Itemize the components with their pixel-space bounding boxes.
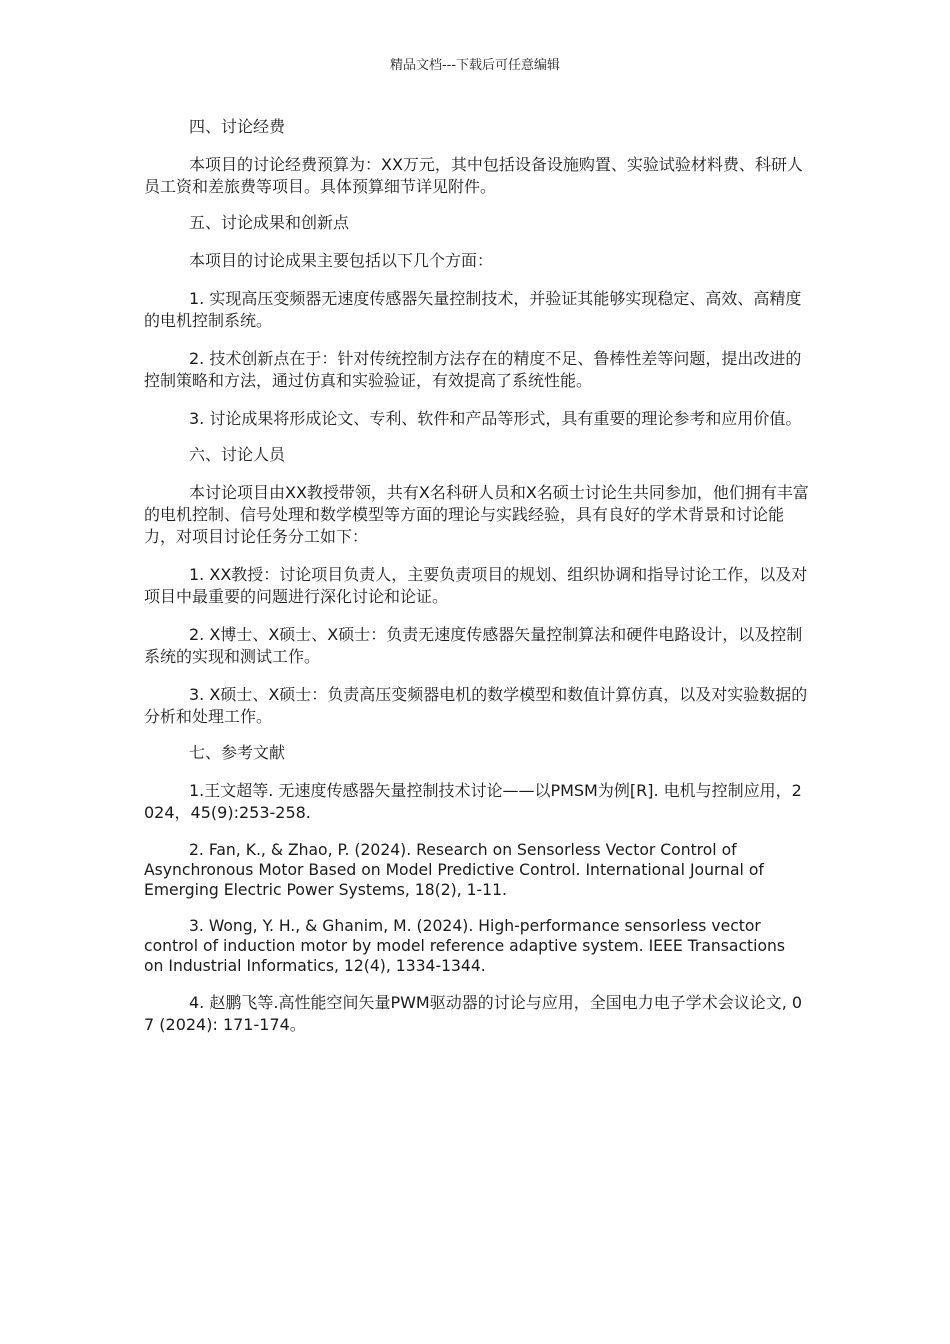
reference-item: 1.王文超等. 无速度传感器矢量控制技术讨论——以PMSM为例[R]. 电机与控制应用，2024，45(9):253-258. — [144, 781, 802, 822]
personnel-item: 2. X博士、X硕士、X硕士：负责无速度传感器矢量控制算法和硬件电路设计，以及控制系统的实现和测试工作。 — [144, 625, 803, 666]
section-heading-references: 七、参考文献 — [189, 743, 286, 762]
document-body — [144, 116, 809, 1036]
section-heading-personnel: 六、讨论人员 — [189, 445, 286, 464]
results-item: 2. 技术创新点在于：针对传统控制方法存在的精度不足、鲁棒性差等问题，提出改进的控制策略和方法，通过仿真和实验验证，有效提高了系统性能。 — [144, 349, 802, 390]
reference-item: 4. 赵鹏飞等.高性能空间矢量PWM驱动器的讨论与应用，全国电力电子学术会议论文, 07 (2024): 171-174。 — [144, 993, 803, 1034]
section-heading-funding: 四、讨论经费 — [189, 117, 286, 136]
page-header: 精品文档---下载后可任意编辑 — [389, 58, 561, 73]
funding-paragraph: 本项目的讨论经费预算为：XX万元，其中包括设备设施购置、实验试验材料费、科研人员工资和差旅费等项目。具体预算细节详见附件。 — [144, 155, 803, 196]
results-item: 1. 实现高压变频器无速度传感器矢量控制技术，并验证其能够实现稳定、高效、高精度的电机控制系统。 — [144, 289, 802, 330]
personnel-intro: 本讨论项目由XX教授带领，共有X名科研人员和X名硕士讨论生共同参加，他们拥有丰富的电机控制、信号处理和数学模型等方面的理论与实践经验，具有良好的学术背景和讨论能力，对项目讨论任务分工如下： — [144, 483, 809, 546]
section-heading-results: 五、讨论成果和创新点 — [189, 213, 350, 232]
reference-item: 3. Wong, Y. H., & Ghanim, M. (2024). High-performance sensorless vector control of induction motor by model reference adaptive system. IEEE Transactions on Industrial Informatics, 12(4), 1334-1344. — [144, 917, 786, 975]
personnel-item: 1. XX教授：讨论项目负责人，主要负责项目的规划、组织协调和指导讨论工作，以及对项目中最重要的问题进行深化讨论和论证。 — [144, 565, 808, 606]
reference-item: 2. Fan, K., & Zhao, P. (2024). Research on Sensorless Vector Control of Asynchronous Motor Based on Model Predictive Control. International Journal of Emerging Electric Power Systems, 18(2), 1-11. — [144, 841, 764, 899]
results-item: 3. 讨论成果将形成论文、专利、软件和产品等形式，具有重要的理论参考和应用价值。 — [189, 409, 802, 428]
personnel-item: 3. X硕士、X硕士：负责高压变频器电机的数学模型和数值计算仿真，以及对实验数据的分析和处理工作。 — [144, 685, 808, 726]
results-intro: 本项目的讨论成果主要包括以下几个方面： — [189, 251, 494, 270]
